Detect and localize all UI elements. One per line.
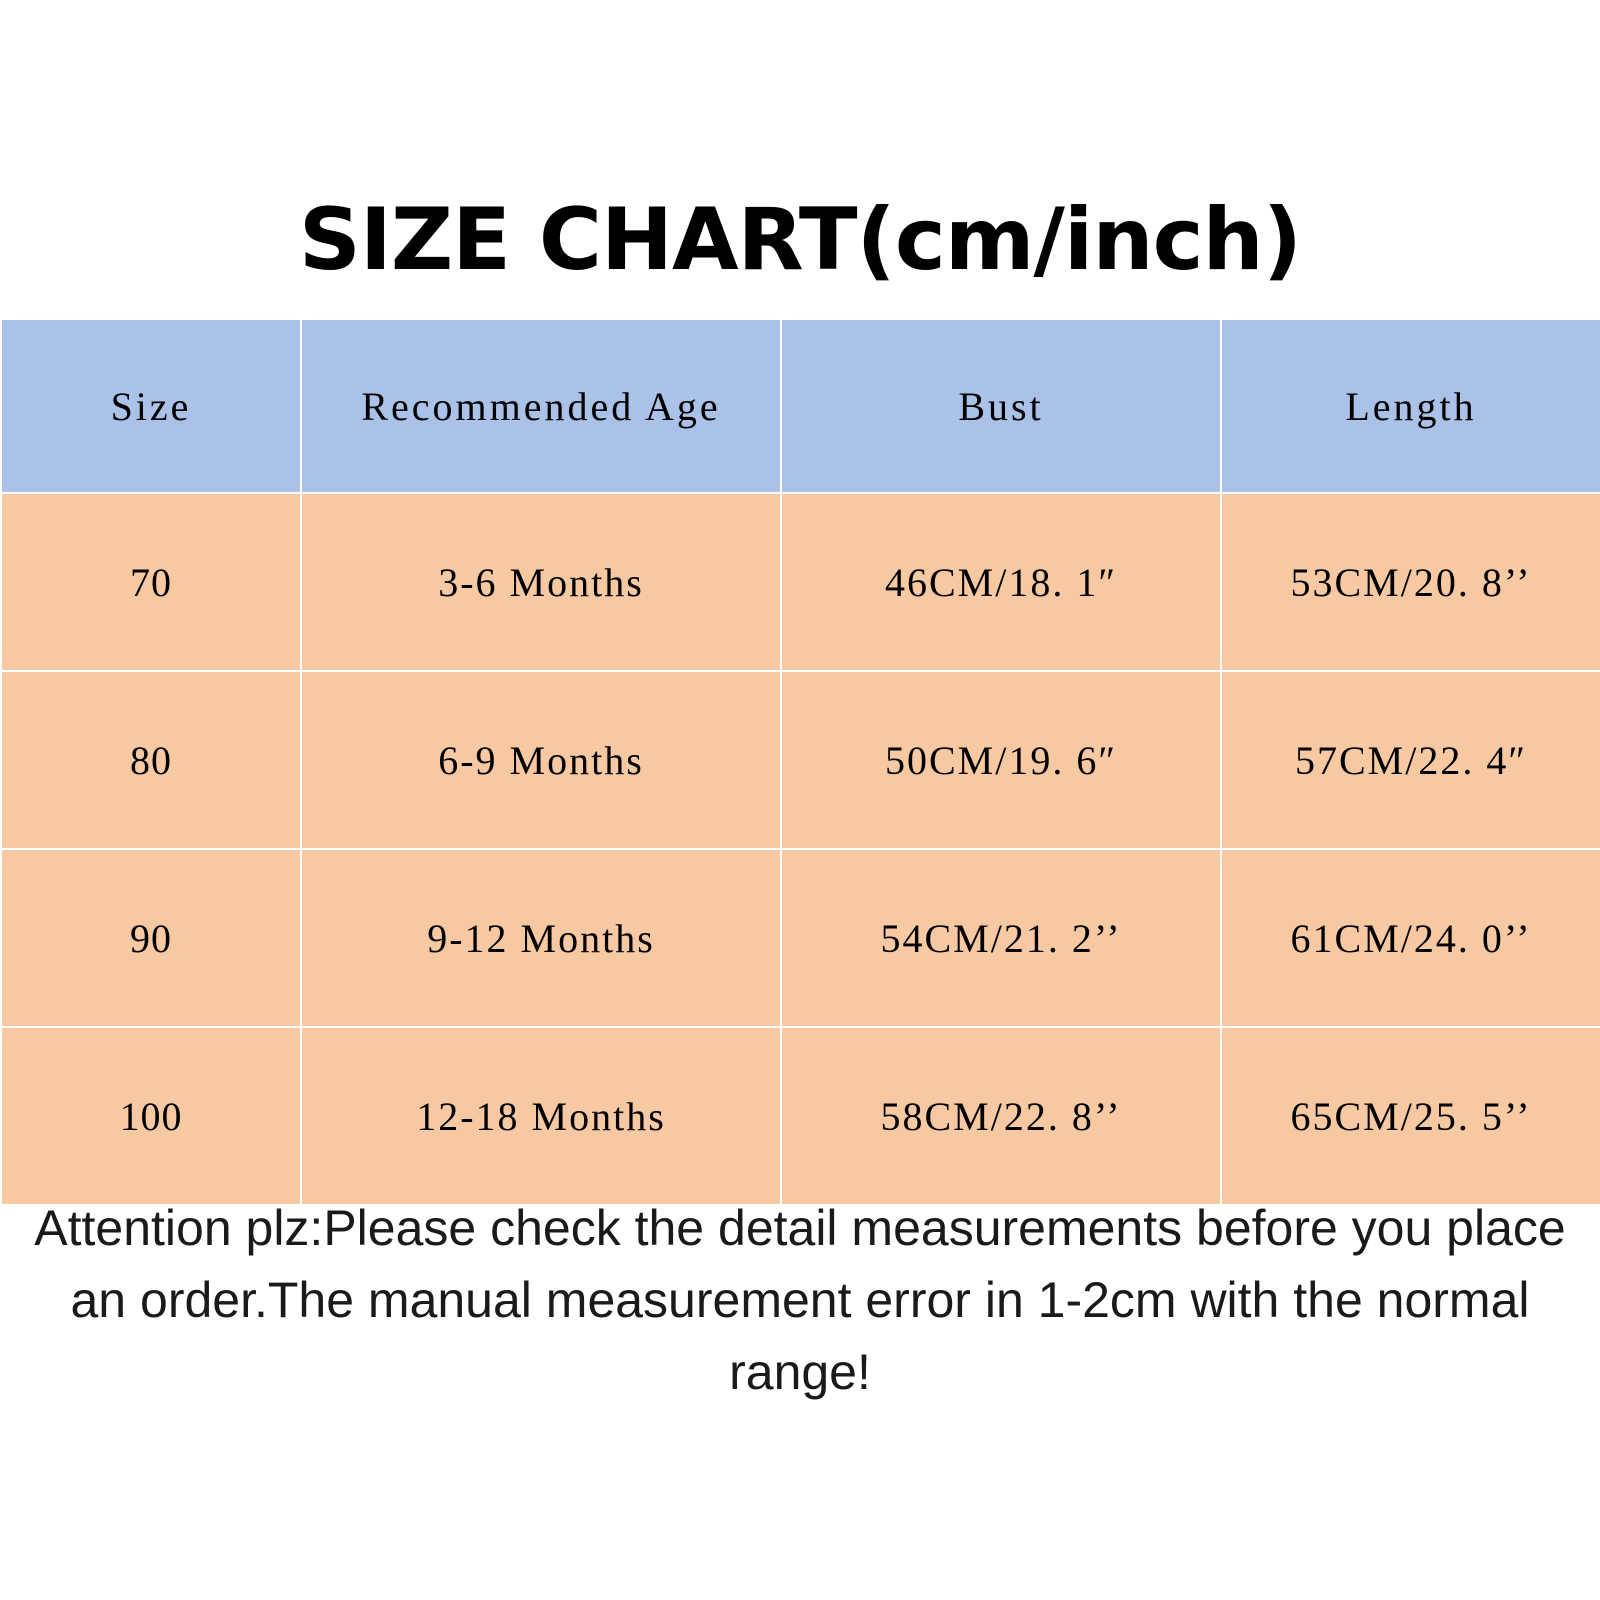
column-header-recommended-age: Recommended Age [301,319,781,493]
cell-recommended-age: 3-6 Months [301,493,781,671]
cell-bust: 58CM/22. 8’’ [781,1027,1221,1205]
cell-length: 57CM/22. 4″ [1221,671,1600,849]
column-header-size: Size [1,319,301,493]
cell-bust: 50CM/19. 6″ [781,671,1221,849]
cell-recommended-age: 12-18 Months [301,1027,781,1205]
cell-size: 100 [1,1027,301,1205]
cell-length: 65CM/25. 5’’ [1221,1027,1600,1205]
cell-length: 61CM/24. 0’’ [1221,849,1600,1027]
cell-bust: 46CM/18. 1″ [781,493,1221,671]
table-row [1,493,1600,671]
cell-size: 90 [1,849,301,1027]
cell-recommended-age: 6-9 Months [301,671,781,849]
cell-size: 70 [1,493,301,671]
cell-length: 53CM/20. 8’’ [1221,493,1600,671]
table-body [1,493,1600,1205]
size-chart-table [0,318,1600,1206]
cell-size: 80 [1,671,301,849]
column-header-length: Length [1221,319,1600,493]
page-title: SIZE CHART(cm/inch) [298,190,1302,290]
table-row [1,849,1600,1027]
table-header [1,319,1600,493]
cell-recommended-age: 9-12 Months [301,849,781,1027]
attention-note: Attention plz:Please check the detail measurements before you place an order.The manual measurement error in 1-2cm with the normal range! [34,1200,1566,1400]
cell-bust: 54CM/21. 2’’ [781,849,1221,1027]
table-header-row [1,319,1600,493]
table-row [1,671,1600,849]
size-chart-table-wrapper [0,318,1600,1206]
column-header-bust: Bust [781,319,1221,493]
table-row [1,1027,1600,1205]
